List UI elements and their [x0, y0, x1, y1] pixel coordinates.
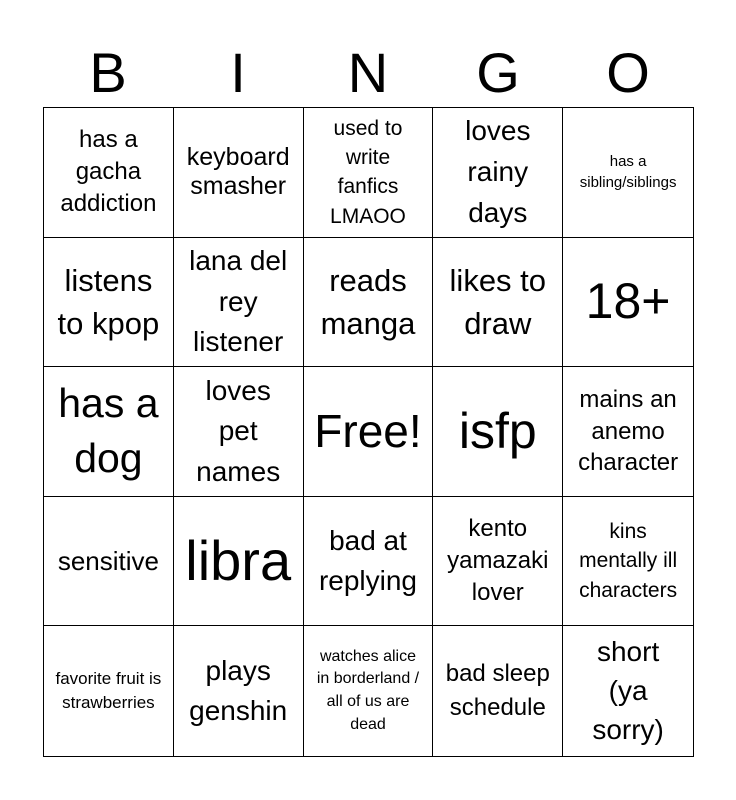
cell-text: has a gacha addiction	[60, 126, 157, 218]
bingo-cell[interactable]	[433, 238, 563, 368]
bingo-board	[43, 107, 694, 757]
bingo-cell[interactable]	[433, 108, 563, 238]
cell-text: bad at replying	[318, 524, 418, 597]
cell-text: favorite fruit is strawberries	[55, 668, 162, 713]
cell-text: loves rainy days	[465, 115, 531, 228]
bingo-cell[interactable]	[174, 497, 304, 627]
cell-text: libra	[185, 529, 292, 593]
cell-text: loves pet names	[196, 374, 281, 487]
cell-text: 18+	[585, 273, 671, 330]
bingo-cell[interactable]	[174, 626, 304, 756]
cell-text: used to write fanfics LMAOO	[330, 116, 406, 228]
bingo-cell[interactable]	[174, 238, 304, 368]
bingo-cell[interactable]	[174, 108, 304, 238]
cell-text: sensitive	[57, 545, 159, 576]
bingo-cell[interactable]	[563, 626, 693, 756]
cell-text: has a sibling/siblings	[579, 152, 677, 192]
cell-text: mains an anemo character	[578, 385, 679, 477]
cell-text: Free!	[314, 405, 422, 458]
cell-text: watches alice in borderland / all of us are dead	[316, 647, 420, 733]
bingo-cell[interactable]	[433, 497, 563, 627]
cell-text: keyboard smasher	[186, 142, 290, 201]
cell-text: listens to kpop	[57, 262, 160, 341]
cell-text: reads manga	[320, 262, 416, 341]
header-letter-g: G	[476, 41, 520, 104]
bingo-cell[interactable]	[44, 108, 174, 238]
bingo-cell[interactable]	[563, 238, 693, 368]
bingo-cell[interactable]	[44, 238, 174, 368]
cell-text: kento yamazaki lover	[447, 515, 549, 607]
bingo-cell[interactable]	[563, 108, 693, 238]
bingo-cell[interactable]	[304, 238, 434, 368]
header-letter-i: I	[230, 41, 246, 104]
cell-text: has a dog	[58, 380, 159, 482]
cell-text: isfp	[458, 402, 537, 459]
bingo-header	[43, 40, 693, 106]
bingo-cell[interactable]	[433, 626, 563, 756]
bingo-cell[interactable]	[433, 367, 563, 497]
bingo-cell[interactable]	[174, 367, 304, 497]
bingo-cell[interactable]	[304, 108, 434, 238]
cell-text: plays genshin	[189, 654, 288, 727]
header-letter-o: O	[606, 41, 650, 104]
bingo-cell[interactable]	[563, 367, 693, 497]
bingo-cell[interactable]	[44, 497, 174, 627]
bingo-cell[interactable]	[304, 367, 434, 497]
cell-text: short (ya sorry)	[592, 636, 664, 745]
bingo-cell[interactable]	[44, 367, 174, 497]
cell-text: likes to draw	[449, 262, 547, 341]
bingo-cell[interactable]	[304, 626, 434, 756]
bingo-cell[interactable]	[44, 626, 174, 756]
header-letter-b: B	[89, 41, 127, 104]
header-letter-n: N	[347, 41, 389, 104]
cell-text: bad sleep schedule	[445, 660, 550, 722]
cell-text: kins mentally ill characters	[579, 520, 678, 602]
bingo-cell[interactable]	[563, 497, 693, 627]
cell-text: lana del rey listener	[189, 245, 288, 358]
bingo-cell[interactable]	[304, 497, 434, 627]
